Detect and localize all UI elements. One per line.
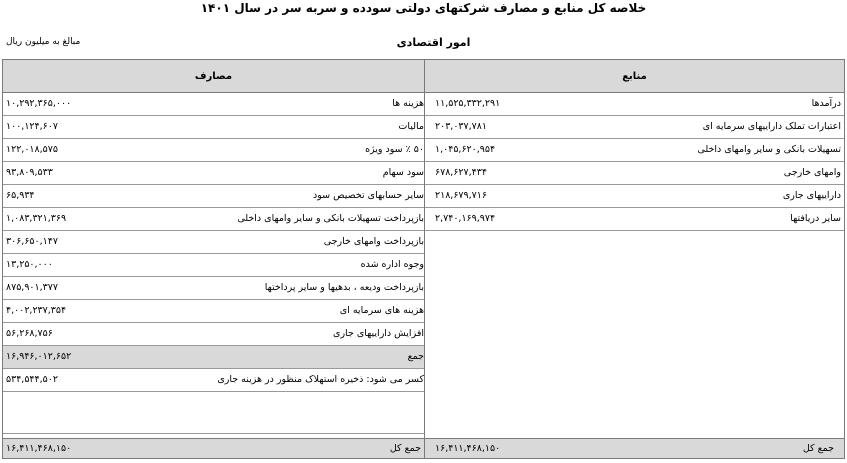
resources-table bbox=[425, 59, 845, 459]
expense-label: وجوه اداره شده bbox=[360, 259, 424, 270]
expense-label: ۵۰ ٪ سود ویژه bbox=[365, 144, 424, 155]
deduction-value: ۵۳۴,۵۴۴,۵۰۲ bbox=[6, 374, 58, 385]
resource-row bbox=[425, 208, 844, 231]
expense-row bbox=[3, 323, 424, 346]
resource-row bbox=[425, 185, 844, 208]
expense-label: افزایش داراییهای جاری bbox=[333, 328, 424, 339]
expense-value: ۹۳,۸۰۹,۵۳۳ bbox=[6, 167, 53, 178]
resources-header: منابع bbox=[425, 60, 844, 93]
resource-label: سایر دریافتها bbox=[790, 213, 841, 224]
expense-label: بازپرداخت ودیعه ، بدهیها و سایر پرداختها bbox=[264, 282, 424, 293]
expense-label: سود سهام bbox=[382, 167, 424, 178]
expense-row bbox=[3, 185, 424, 208]
expense-row bbox=[3, 162, 424, 185]
expense-label: هزینه های سرمایه ای bbox=[339, 305, 424, 316]
resource-label: اعتبارات تملک داراییهای سرمایه ای bbox=[702, 121, 841, 132]
expense-value: ۵۶,۲۶۸,۷۵۶ bbox=[6, 328, 53, 339]
expense-row bbox=[3, 116, 424, 139]
expense-row bbox=[3, 254, 424, 277]
expenses-sum-row bbox=[3, 346, 424, 369]
resources-total-value: ۱۶,۴۱۱,۴۶۸,۱۵۰ bbox=[435, 443, 501, 454]
resource-value: ۲۱۸,۶۷۹,۷۱۶ bbox=[435, 190, 487, 201]
unit-note: مبالغ به میلیون ریال bbox=[6, 37, 81, 47]
expense-label: سایر حسابهای تخصیص سود bbox=[312, 190, 424, 201]
expense-label: مالیات bbox=[398, 121, 424, 132]
resource-row bbox=[425, 162, 844, 185]
resources-total-row bbox=[425, 438, 844, 458]
expense-value: ۶۵,۹۳۴ bbox=[6, 190, 35, 201]
expense-label: بازپرداخت تسهیلات بانکی و سایر وامهای داخلی bbox=[237, 213, 424, 224]
expenses-table bbox=[2, 59, 425, 459]
resource-value: ۲۰۳,۰۳۷,۷۸۱ bbox=[435, 121, 487, 132]
expense-value: ۱۰۰,۱۲۴,۶۰۷ bbox=[6, 121, 58, 132]
expense-value: ۴,۰۰۲,۲۳۷,۳۵۴ bbox=[6, 305, 67, 316]
expenses-sum-label: جمع bbox=[407, 351, 424, 362]
expense-value: ۱۳,۲۵۰,۰۰۰ bbox=[6, 259, 53, 270]
expenses-total-label: جمع کل bbox=[389, 443, 421, 454]
expense-row bbox=[3, 277, 424, 300]
empty-row bbox=[3, 392, 424, 434]
expenses-header: مصارف bbox=[3, 60, 424, 93]
deduction-row bbox=[3, 369, 424, 392]
expenses-rows bbox=[3, 93, 424, 346]
deduction-label: کسر می شود: ذخیره استهلاک منظور در هزینه جاری bbox=[217, 374, 424, 385]
resource-value: ۲,۷۴۰,۱۶۹,۹۷۴ bbox=[435, 213, 496, 224]
resources-total-label: جمع کل bbox=[802, 443, 834, 454]
resource-row bbox=[425, 139, 844, 162]
expense-value: ۳۰۶,۶۵۰,۱۴۷ bbox=[6, 236, 58, 247]
resource-row bbox=[425, 93, 844, 116]
resources-rows bbox=[425, 93, 844, 231]
expenses-total-row bbox=[3, 438, 424, 458]
expense-value: ۸۷۵,۹۰۱,۳۷۷ bbox=[6, 282, 58, 293]
expense-label: بازپرداخت وامهای خارجی bbox=[323, 236, 424, 247]
expenses-sum-value: ۱۶,۹۴۶,۰۱۲,۶۵۲ bbox=[6, 351, 72, 362]
report-title: خلاصه کل منابع و مصارف شرکتهای دولتی سودده و سربه سر در سال ۱۴۰۱ bbox=[200, 1, 647, 15]
expense-label: هزینه ها bbox=[392, 98, 424, 109]
expense-value: ۱,۰۸۳,۳۲۱,۳۶۹ bbox=[6, 213, 67, 224]
resource-value: ۱,۰۴۵,۶۲۰,۹۵۴ bbox=[435, 144, 496, 155]
expense-row bbox=[3, 300, 424, 323]
section-title: امور اقتصادی bbox=[396, 36, 471, 49]
expense-row bbox=[3, 231, 424, 254]
expense-value: ۱۲۲,۰۱۸,۵۷۵ bbox=[6, 144, 58, 155]
resource-value: ۶۷۸,۶۲۷,۴۳۴ bbox=[435, 167, 487, 178]
resource-row bbox=[425, 116, 844, 139]
resource-label: درآمدها bbox=[811, 98, 841, 109]
expenses-total-value: ۱۶,۴۱۱,۴۶۸,۱۵۰ bbox=[6, 443, 72, 454]
resource-label: داراییهای جاری bbox=[782, 190, 841, 201]
resource-label: وامهای خارجی bbox=[783, 167, 841, 178]
resource-label: تسهیلات بانکی و سایر وامهای داخلی bbox=[697, 144, 841, 155]
resource-value: ۱۱,۵۲۵,۳۳۲,۲۹۱ bbox=[435, 98, 501, 109]
expense-row bbox=[3, 208, 424, 231]
expense-row bbox=[3, 93, 424, 116]
expense-value: ۱۰,۲۹۲,۳۶۵,۰۰۰ bbox=[6, 98, 72, 109]
expense-row bbox=[3, 139, 424, 162]
